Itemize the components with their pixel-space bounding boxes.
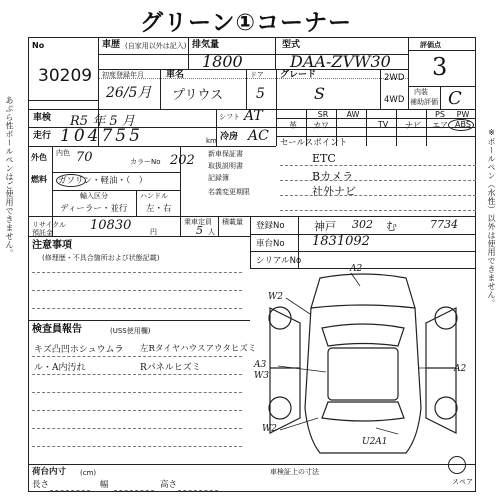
inspector-label: 検査員報告 — [32, 324, 82, 335]
cargo-width: 幅 — [100, 480, 109, 490]
model-value: DAA-ZVW30 — [290, 52, 391, 71]
import-label: 輸入区分 — [80, 192, 108, 200]
inspector-line-2: ル・A内汚れ — [34, 363, 86, 373]
side-note-left: あぶら性ボールペンはご使用できません。 — [5, 96, 14, 258]
cargo-note: 車検証上の寸法 — [270, 468, 319, 476]
color-value: 70 — [76, 150, 93, 165]
equip-navi: ナビ — [405, 121, 421, 130]
doors-value: 5 — [256, 86, 265, 102]
shareki-label: 車歴 — [102, 40, 121, 50]
reg-class: 302 — [352, 218, 373, 231]
mark-a2-right: A2 — [454, 364, 467, 374]
drive-4wd: 4WD — [384, 95, 405, 105]
reg-deadline-label: 名義変更期限 — [208, 188, 250, 196]
first-reg-label: 初度登録年月 — [102, 71, 144, 79]
cargo-unit: (cm) — [80, 469, 97, 477]
aircon-label: 冷房 — [220, 132, 239, 142]
shift-value: AT — [244, 108, 263, 124]
equip-ps: PS — [435, 110, 445, 119]
grade-label: グレード — [280, 70, 317, 80]
handle-label: ハンドル — [140, 192, 168, 200]
name-label: 車名 — [166, 70, 185, 80]
first-reg-value: 26/5月 — [106, 85, 152, 101]
navi-circle — [448, 119, 474, 131]
spare-circle — [448, 456, 466, 474]
doors-label: ドア — [250, 71, 264, 79]
fuel-label: 燃料 — [31, 175, 47, 184]
record-book-label: 記録簿 — [208, 174, 229, 182]
aircon-value: AC — [248, 128, 269, 144]
equip-abs: ABS — [455, 120, 471, 129]
equip-aw: AW — [346, 110, 360, 119]
name-value: プリウス — [172, 88, 224, 103]
interior-label: 内装 — [414, 88, 428, 96]
lot-label: No — [32, 41, 45, 50]
recycle-unit: 円 — [150, 228, 157, 236]
inspector-line-1: キズ凸凹ホシュウムラ — [34, 345, 124, 355]
equip-leather: 革 — [289, 121, 297, 130]
cargo-height: 高さ — [160, 480, 178, 490]
import-value: ディーラー・並行 — [60, 204, 128, 214]
load-label: 積載量 — [222, 218, 243, 226]
equip-tv: TV — [377, 120, 389, 129]
handle-value: 左・右 — [146, 204, 172, 214]
shareki-note: (自家用以外は記入) — [125, 42, 187, 50]
fuel-value: ガソリン・軽油・（ ） — [58, 176, 148, 186]
sales-line-1: ETC — [312, 152, 336, 165]
serial-label: シリアルNo — [256, 256, 302, 266]
mark-a2-top: A2 — [350, 264, 363, 274]
fuel-gasoline-circle — [56, 174, 86, 187]
mark-w2-left: W2 — [268, 292, 283, 302]
mark-w3: W3 — [254, 371, 269, 381]
model-label: 型式 — [282, 40, 301, 50]
car-diagram — [250, 268, 476, 464]
equip-sr: SR — [317, 110, 329, 119]
inspector-line-4: Rパネルヒズミ — [140, 363, 201, 373]
reg-kana: む — [386, 220, 397, 233]
color-label2: 内色 — [56, 149, 70, 157]
lot-number: 30209 — [38, 66, 93, 86]
interior-value: C — [448, 88, 462, 109]
mileage-label: 走行 — [33, 131, 52, 141]
chassis-value: 1831092 — [312, 234, 370, 249]
inspection-label: 車検 — [33, 113, 52, 123]
color-code: 202 — [170, 153, 195, 168]
inspector-sub: (USS使用欄) — [110, 327, 151, 335]
inspector-line-3: 左Rタイヤハウスアウタヒズミ — [140, 344, 257, 354]
equip-air: エア — [432, 121, 448, 130]
page-title: グリーン①コーナー — [140, 10, 353, 36]
recycle-label: リサイクル預託金 — [32, 221, 67, 237]
warranty-label: 新車保証書 — [208, 150, 243, 158]
displacement-value: 1800 — [202, 52, 243, 71]
notes-sub: (修理歴・不具合箇所および状態記載) — [42, 254, 160, 262]
sales-point-label: セールスポイント — [280, 138, 348, 148]
chassis-label: 車台No — [256, 239, 285, 249]
cargo-label: 荷台内寸 — [32, 467, 67, 477]
displacement-label: 排気量 — [192, 40, 220, 50]
side-note-right: ※ボールペン（水性）以外は使用できません。 — [487, 128, 496, 308]
mark-a3: A3 — [254, 360, 267, 370]
capacity-unit: 人 — [208, 228, 215, 236]
recycle-value: 10830 — [90, 218, 132, 233]
sales-line-2: Bカメラ — [312, 170, 354, 183]
notes-label: 注意事項 — [32, 240, 72, 251]
mark-u2a1: U2A1 — [362, 437, 388, 447]
reg-label: 登録No — [256, 221, 285, 231]
mark-w2-bottom: W2 — [262, 424, 277, 434]
spare-label: スペア — [452, 478, 473, 486]
drive-2wd: 2WD — [384, 73, 405, 83]
shift-label: シフト — [219, 113, 240, 121]
inspection-value: R5 年 5 月 — [70, 114, 135, 129]
grade-value: S — [314, 84, 325, 103]
score-value: 3 — [432, 53, 448, 81]
color-code-label: カラーNo — [130, 158, 161, 166]
reg-number: 7734 — [430, 218, 458, 231]
equip-pw: PW — [456, 110, 470, 119]
equip-kawa: カワ — [313, 121, 329, 130]
sales-line-3: 社外ナビ — [312, 185, 356, 198]
mileage-value: 104755 — [60, 126, 143, 146]
color-label: 外色 — [31, 153, 47, 162]
manual-label: 取扱説明書 — [208, 162, 243, 170]
capacity-value: 5 — [196, 224, 203, 237]
mileage-unit: km — [206, 137, 217, 145]
reg-area: 神戸 — [314, 220, 336, 233]
score-label: 評価点 — [420, 41, 441, 49]
capacity-label: 乗車定員 — [184, 218, 212, 226]
interior-sub: 補助評価 — [410, 98, 438, 106]
cargo-length: 長さ — [32, 480, 50, 490]
